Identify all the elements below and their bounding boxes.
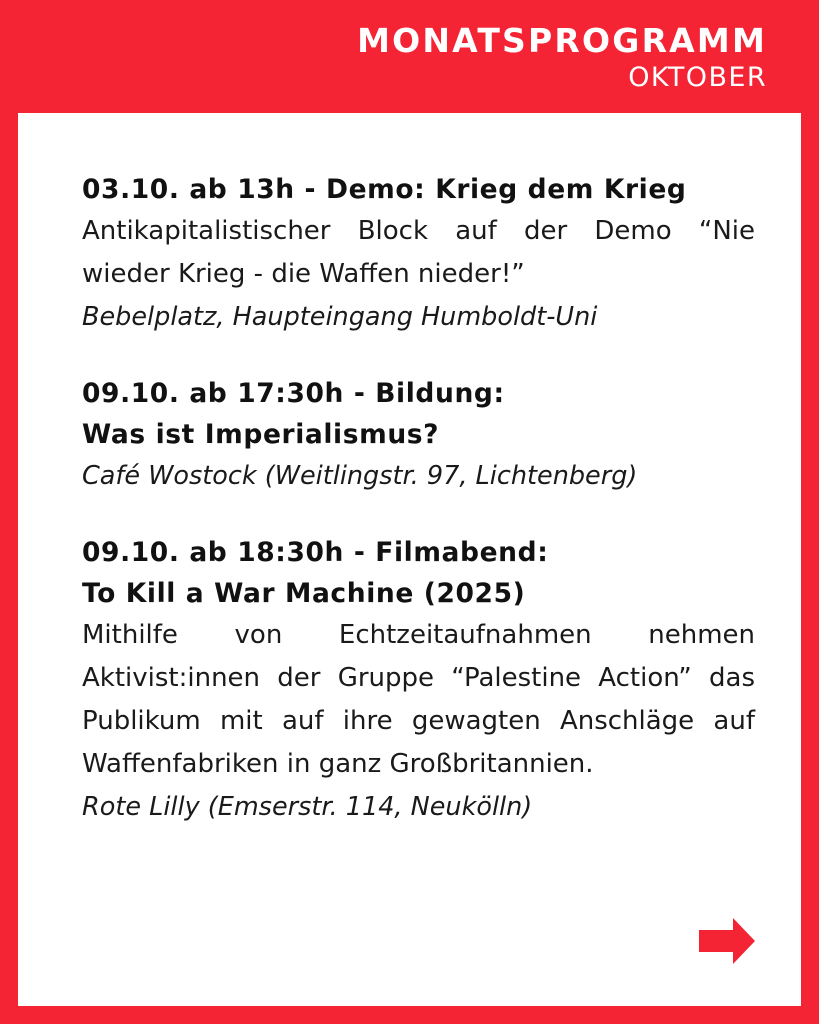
event-title: To Kill a War Machine (2025): [82, 578, 526, 609]
event-item: [82, 373, 755, 498]
event-heading: 03.10. ab 13h - Demo: Krieg dem Krieg: [82, 174, 687, 205]
arrow-right-icon[interactable]: [699, 918, 755, 964]
event-location: Bebelplatz, Haupteingang Humboldt-Uni: [82, 302, 598, 332]
event-title: Was ist Imperialismus?: [82, 419, 440, 450]
event-item: [82, 532, 755, 829]
event-description: Antikapitalistischer Block auf der Demo “Nie wieder Krieg - die Waffen nieder!”: [82, 216, 755, 289]
page-title: MONATSPROGRAMM: [357, 21, 767, 60]
page-subtitle: OKTOBER: [628, 62, 767, 93]
event-heading: 09.10. ab 17:30h - Bildung:: [82, 378, 505, 409]
poster-header: [0, 0, 819, 112]
events-sheet: [18, 113, 801, 1006]
event-heading: 09.10. ab 18:30h - Filmabend:: [82, 537, 549, 568]
event-item: [82, 169, 755, 339]
event-location: Rote Lilly (Emserstr. 114, Neukölln): [82, 792, 533, 822]
event-description: Mithilfe von Echtzeitaufnahmen nehmen Aktivist:innen der Gruppe “Palestine Action” das Publikum mit auf ihre gewagten Anschläge auf Waffenfabriken in ganz Großbritannien.: [82, 620, 755, 779]
event-location: Café Wostock (Weitlingstr. 97, Lichtenberg): [82, 461, 638, 491]
